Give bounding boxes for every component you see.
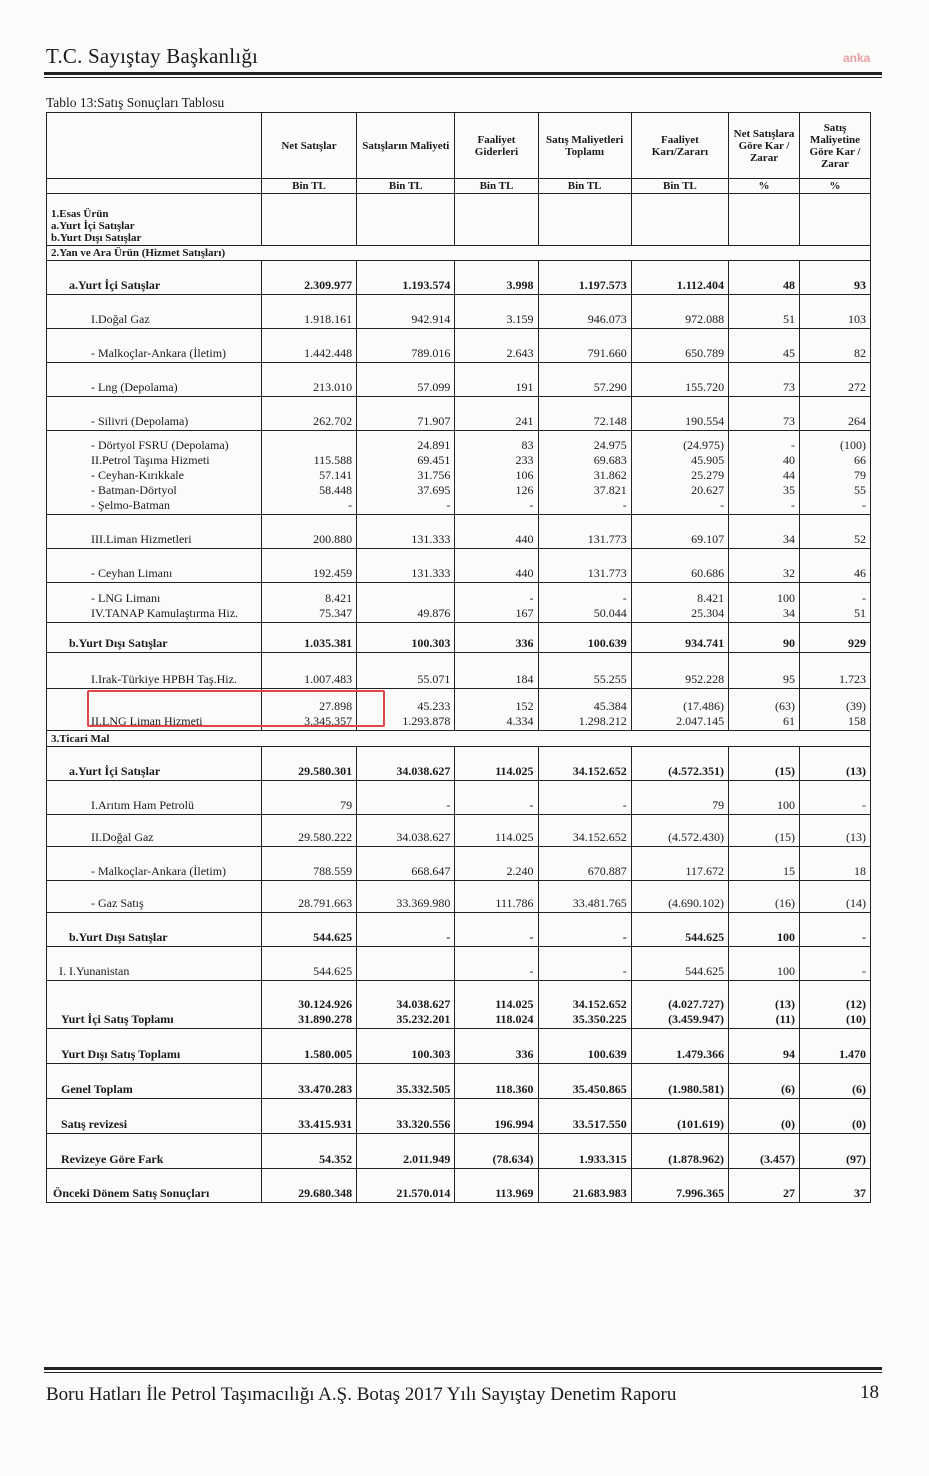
cell: 32 bbox=[729, 549, 800, 583]
cell: 35.450.865 bbox=[538, 1064, 631, 1099]
cell bbox=[261, 194, 356, 246]
row-label: 1.Esas Ürün a.Yurt İçi Satışlar b.Yurt Dışı Satışlar bbox=[47, 194, 262, 246]
unit-cell: Bin TL bbox=[538, 179, 631, 194]
cell: (4.690.102) bbox=[631, 881, 728, 913]
row-label: - Malkoçlar-Ankara (İletim) bbox=[47, 847, 262, 881]
unit-cell: Bin TL bbox=[455, 179, 538, 194]
cell: 103 bbox=[800, 295, 871, 329]
cell bbox=[631, 194, 728, 246]
row-label: I. I.Yunanistan bbox=[47, 947, 262, 981]
units-row bbox=[47, 179, 871, 194]
table-title: Tablo 13:Satış Sonuçları Tablosu bbox=[46, 95, 225, 110]
cell: 1.933.315 bbox=[538, 1134, 631, 1169]
table-row bbox=[47, 515, 871, 549]
cell: - 51 bbox=[800, 583, 871, 623]
table-row bbox=[47, 549, 871, 583]
page-header-title: T.C. Sayıştay Başkanlığı bbox=[46, 44, 259, 68]
cell: 51 bbox=[729, 295, 800, 329]
cell: 972.088 bbox=[631, 295, 728, 329]
cell: 18 bbox=[800, 847, 871, 881]
cell: - bbox=[538, 913, 631, 947]
cell: 1.479.366 bbox=[631, 1029, 728, 1064]
cell: 191 bbox=[455, 363, 538, 397]
cell: 200.880 bbox=[261, 515, 356, 549]
cell: 196.994 bbox=[455, 1099, 538, 1134]
section-label: 3.Ticari Mal bbox=[47, 731, 871, 747]
row-label: - Dörtyol FSRU (Depolama) II.Petrol Taşıma Hizmeti - Ceyhan-Kırıkkale - Batman-Dörtyol - Şelmo-Batman bbox=[47, 431, 262, 515]
footer-rule-thin bbox=[44, 1372, 882, 1373]
table-row bbox=[47, 1064, 871, 1099]
cell: 45 bbox=[729, 329, 800, 363]
cell: 73 bbox=[729, 363, 800, 397]
cell: 8.421 75.347 bbox=[261, 583, 356, 623]
table-row bbox=[47, 815, 871, 847]
cell: 131.773 bbox=[538, 549, 631, 583]
table-row bbox=[47, 913, 871, 947]
cell: (24.975) 45.905 25.279 20.627 - bbox=[631, 431, 728, 515]
cell: 1.007.483 bbox=[261, 653, 356, 689]
cell: 111.786 bbox=[455, 881, 538, 913]
cell: 28.791.663 bbox=[261, 881, 356, 913]
cell: 262.702 bbox=[261, 397, 356, 431]
table-row bbox=[47, 431, 871, 515]
row-label: b.Yurt Dışı Satışlar bbox=[47, 913, 262, 947]
cell: 3.998 bbox=[455, 261, 538, 295]
cell: 30.124.926 31.890.278 bbox=[261, 981, 356, 1029]
cell bbox=[357, 947, 455, 981]
cell: 1.197.573 bbox=[538, 261, 631, 295]
unit-cell: % bbox=[729, 179, 800, 194]
table-row bbox=[47, 363, 871, 397]
table-row bbox=[47, 1099, 871, 1134]
cell: 49.876 bbox=[357, 583, 455, 623]
cell: 54.352 bbox=[261, 1134, 356, 1169]
col-header-faaliyet-kari: Faaliyet Karı/Zararı bbox=[631, 113, 728, 179]
unit-cell: Bin TL bbox=[357, 179, 455, 194]
cell: (4.572.430) bbox=[631, 815, 728, 847]
row-label: Yurt Dışı Satış Toplamı bbox=[47, 1029, 262, 1064]
cell: 72.148 bbox=[538, 397, 631, 431]
cell: 48 bbox=[729, 261, 800, 295]
header-blank bbox=[47, 113, 262, 179]
cell: - 40 44 35 - bbox=[729, 431, 800, 515]
cell: 118.360 bbox=[455, 1064, 538, 1099]
cell: (4.572.351) bbox=[631, 747, 728, 781]
cell: 24.891 69.451 31.756 37.695 - bbox=[357, 431, 455, 515]
col-header-net-satislar: Net Satışlar bbox=[261, 113, 356, 179]
cell: 100 bbox=[729, 913, 800, 947]
cell: 100 bbox=[729, 781, 800, 815]
cell: 35.332.505 bbox=[357, 1064, 455, 1099]
cell: 82 bbox=[800, 329, 871, 363]
cell: 1.580.005 bbox=[261, 1029, 356, 1064]
table-row bbox=[47, 397, 871, 431]
unit-cell: Bin TL bbox=[261, 179, 356, 194]
cell: 34.152.652 bbox=[538, 747, 631, 781]
header-rule-thick bbox=[44, 72, 882, 75]
col-header-satis-maliyetine-gore: Satış Maliyetine Göre Kar / Zarar bbox=[800, 113, 871, 179]
cell: 37 bbox=[800, 1169, 871, 1203]
cell: - bbox=[455, 781, 538, 815]
cell: 33.415.931 bbox=[261, 1099, 356, 1134]
cell: 192.459 bbox=[261, 549, 356, 583]
cell: 73 bbox=[729, 397, 800, 431]
cell bbox=[455, 194, 538, 246]
cell: (12) (10) bbox=[800, 981, 871, 1029]
cell: 69.107 bbox=[631, 515, 728, 549]
cell: 668.647 bbox=[357, 847, 455, 881]
row-label: Önceki Dönem Satış Sonuçları bbox=[47, 1169, 262, 1203]
row-label: Revizeye Göre Fark bbox=[47, 1134, 262, 1169]
row-label: - Malkoçlar-Ankara (İletim) bbox=[47, 329, 262, 363]
cell: 21.570.014 bbox=[357, 1169, 455, 1203]
table-row bbox=[47, 781, 871, 815]
col-header-satislarin-maliyeti: Satışların Maliyeti bbox=[357, 113, 455, 179]
cell: (78.634) bbox=[455, 1134, 538, 1169]
row-label: - Lng (Depolama) bbox=[47, 363, 262, 397]
cell: 131.333 bbox=[357, 515, 455, 549]
cell: (6) bbox=[800, 1064, 871, 1099]
table-row bbox=[47, 1029, 871, 1064]
footer-rule-thick bbox=[44, 1367, 882, 1370]
cell: 33.369.980 bbox=[357, 881, 455, 913]
row-label: - Silivri (Depolama) bbox=[47, 397, 262, 431]
watermark-logo: anka bbox=[843, 51, 871, 65]
cell: 95 bbox=[729, 653, 800, 689]
cell: - bbox=[455, 913, 538, 947]
section-row bbox=[47, 246, 871, 261]
cell: (101.619) bbox=[631, 1099, 728, 1134]
row-label: III.Liman Hizmetleri bbox=[47, 515, 262, 549]
table-row bbox=[47, 689, 871, 731]
cell: 8.421 25.304 bbox=[631, 583, 728, 623]
cell: 440 bbox=[455, 515, 538, 549]
cell: 942.914 bbox=[357, 295, 455, 329]
cell: (4.027.727) (3.459.947) bbox=[631, 981, 728, 1029]
cell: 791.660 bbox=[538, 329, 631, 363]
cell: 115.588 57.141 58.448 - bbox=[261, 431, 356, 515]
row-label: - Gaz Satış bbox=[47, 881, 262, 913]
cell: 33.481.765 bbox=[538, 881, 631, 913]
header-rule-thin bbox=[44, 77, 882, 78]
cell: 79 bbox=[261, 781, 356, 815]
cell: 3.159 bbox=[455, 295, 538, 329]
cell: 131.773 bbox=[538, 515, 631, 549]
units-blank bbox=[47, 179, 262, 194]
cell: - bbox=[455, 947, 538, 981]
table-row bbox=[47, 623, 871, 653]
cell: 113.969 bbox=[455, 1169, 538, 1203]
cell: 114.025 bbox=[455, 815, 538, 847]
unit-cell: Bin TL bbox=[631, 179, 728, 194]
cell: (15) bbox=[729, 815, 800, 847]
table-row bbox=[47, 583, 871, 623]
cell: 15 bbox=[729, 847, 800, 881]
cell: 27 bbox=[729, 1169, 800, 1203]
cell: (13) (11) bbox=[729, 981, 800, 1029]
cell: 1.470 bbox=[800, 1029, 871, 1064]
table-row bbox=[47, 981, 871, 1029]
section-row bbox=[47, 731, 871, 747]
cell: (14) bbox=[800, 881, 871, 913]
cell: 79 bbox=[631, 781, 728, 815]
cell: 34.038.627 bbox=[357, 747, 455, 781]
cell: 45.384 1.298.212 bbox=[538, 689, 631, 731]
cell: - bbox=[357, 913, 455, 947]
cell: (0) bbox=[729, 1099, 800, 1134]
cell: (16) bbox=[729, 881, 800, 913]
cell: 155.720 bbox=[631, 363, 728, 397]
table-row bbox=[47, 194, 871, 246]
cell: 336 bbox=[455, 1029, 538, 1064]
table-row bbox=[47, 261, 871, 295]
row-label: I.Arıtım Ham Petrolü bbox=[47, 781, 262, 815]
cell: 34.038.627 bbox=[357, 815, 455, 847]
cell: 45.233 1.293.878 bbox=[357, 689, 455, 731]
cell: (1.980.581) bbox=[631, 1064, 728, 1099]
cell: 1.035.381 bbox=[261, 623, 356, 653]
row-label: I.Irak-Türkiye HPBH Taş.Hiz. bbox=[47, 653, 262, 689]
table-row bbox=[47, 847, 871, 881]
cell: 544.625 bbox=[261, 913, 356, 947]
cell: 336 bbox=[455, 623, 538, 653]
cell: 27.898 3.345.357 bbox=[261, 689, 356, 731]
cell: 34 bbox=[729, 515, 800, 549]
cell: 55.255 bbox=[538, 653, 631, 689]
cell: 2.643 bbox=[455, 329, 538, 363]
cell: (3.457) bbox=[729, 1134, 800, 1169]
cell: 24.975 69.683 31.862 37.821 - bbox=[538, 431, 631, 515]
table-row bbox=[47, 881, 871, 913]
cell: 94 bbox=[729, 1029, 800, 1064]
cell: 788.559 bbox=[261, 847, 356, 881]
cell: 21.683.983 bbox=[538, 1169, 631, 1203]
cell: 213.010 bbox=[261, 363, 356, 397]
row-label: Satış revizesi bbox=[47, 1099, 262, 1134]
cell: (13) bbox=[800, 747, 871, 781]
cell: 2.309.977 bbox=[261, 261, 356, 295]
cell: 934.741 bbox=[631, 623, 728, 653]
cell: 33.470.283 bbox=[261, 1064, 356, 1099]
row-label: a.Yurt İçi Satışlar bbox=[47, 747, 262, 781]
cell: 1.918.161 bbox=[261, 295, 356, 329]
footer-text: Boru Hatları İle Petrol Taşımacılığı A.Ş. Botaş 2017 Yılı Sayıştay Denetim Raporu bbox=[46, 1384, 677, 1405]
cell: - bbox=[357, 781, 455, 815]
cell: 241 bbox=[455, 397, 538, 431]
cell: 440 bbox=[455, 549, 538, 583]
cell: 100.303 bbox=[357, 623, 455, 653]
cell: 100.303 bbox=[357, 1029, 455, 1064]
cell: 90 bbox=[729, 623, 800, 653]
cell: 100 34 bbox=[729, 583, 800, 623]
table-row bbox=[47, 947, 871, 981]
cell: 2.240 bbox=[455, 847, 538, 881]
cell: 29.680.348 bbox=[261, 1169, 356, 1203]
cell: 650.789 bbox=[631, 329, 728, 363]
cell: 1.723 bbox=[800, 653, 871, 689]
cell: 100 bbox=[729, 947, 800, 981]
cell: 946.073 bbox=[538, 295, 631, 329]
row-label: a.Yurt İçi Satışlar bbox=[47, 261, 262, 295]
row-label: Genel Toplam bbox=[47, 1064, 262, 1099]
cell: 57.099 bbox=[357, 363, 455, 397]
table-row bbox=[47, 1169, 871, 1203]
col-header-faaliyet-giderleri: Faaliyet Giderleri bbox=[455, 113, 538, 179]
cell: 272 bbox=[800, 363, 871, 397]
cell: (100) 66 79 55 - bbox=[800, 431, 871, 515]
row-label: II.Doğal Gaz bbox=[47, 815, 262, 847]
cell: 29.580.222 bbox=[261, 815, 356, 847]
table-row bbox=[47, 747, 871, 781]
cell: - bbox=[800, 781, 871, 815]
cell: - 50.044 bbox=[538, 583, 631, 623]
cell: 131.333 bbox=[357, 549, 455, 583]
cell: (97) bbox=[800, 1134, 871, 1169]
cell: 114.025 118.024 bbox=[455, 981, 538, 1029]
cell: 46 bbox=[800, 549, 871, 583]
cell: 952.228 bbox=[631, 653, 728, 689]
cell: 34.038.627 35.232.201 bbox=[357, 981, 455, 1029]
cell: 33.320.556 bbox=[357, 1099, 455, 1134]
header-row bbox=[47, 113, 871, 179]
cell: (17.486) 2.047.145 bbox=[631, 689, 728, 731]
cell: 152 4.334 bbox=[455, 689, 538, 731]
cell: 670.887 bbox=[538, 847, 631, 881]
cell: (1.878.962) bbox=[631, 1134, 728, 1169]
cell: 264 bbox=[800, 397, 871, 431]
cell: 34.152.652 bbox=[538, 815, 631, 847]
row-label: Yurt İçi Satış Toplamı bbox=[47, 981, 262, 1029]
sales-results-table bbox=[46, 112, 871, 1203]
table-row bbox=[47, 1134, 871, 1169]
cell: (6) bbox=[729, 1064, 800, 1099]
table-row bbox=[47, 329, 871, 363]
row-label: II.LNG Liman Hizmeti bbox=[47, 689, 262, 731]
cell: 33.517.550 bbox=[538, 1099, 631, 1134]
cell: 71.907 bbox=[357, 397, 455, 431]
cell: - bbox=[800, 947, 871, 981]
cell: 1.442.448 bbox=[261, 329, 356, 363]
cell bbox=[729, 194, 800, 246]
page-number: 18 bbox=[860, 1382, 879, 1403]
cell bbox=[357, 194, 455, 246]
cell: 100.639 bbox=[538, 1029, 631, 1064]
cell: 52 bbox=[800, 515, 871, 549]
table-row bbox=[47, 295, 871, 329]
cell: 544.625 bbox=[261, 947, 356, 981]
cell bbox=[800, 194, 871, 246]
cell: 117.672 bbox=[631, 847, 728, 881]
cell: - bbox=[800, 913, 871, 947]
table-row-highlighted bbox=[47, 653, 871, 689]
cell: 100.639 bbox=[538, 623, 631, 653]
cell: 789.016 bbox=[357, 329, 455, 363]
cell bbox=[538, 194, 631, 246]
cell: 184 bbox=[455, 653, 538, 689]
cell: 34.152.652 35.350.225 bbox=[538, 981, 631, 1029]
cell: (13) bbox=[800, 815, 871, 847]
col-header-satis-maliyetleri-toplami: Satış Maliyetleri Toplamı bbox=[538, 113, 631, 179]
cell: 55.071 bbox=[357, 653, 455, 689]
cell: - 167 bbox=[455, 583, 538, 623]
cell: 190.554 bbox=[631, 397, 728, 431]
unit-cell: % bbox=[800, 179, 871, 194]
row-label: I.Doğal Gaz bbox=[47, 295, 262, 329]
cell: 83 233 106 126 - bbox=[455, 431, 538, 515]
cell: (63) 61 bbox=[729, 689, 800, 731]
row-label: - LNG Limanı IV.TANAP Kamulaştırma Hiz. bbox=[47, 583, 262, 623]
cell: (39) 158 bbox=[800, 689, 871, 731]
cell: 29.580.301 bbox=[261, 747, 356, 781]
cell: 1.112.404 bbox=[631, 261, 728, 295]
cell: 60.686 bbox=[631, 549, 728, 583]
section-label: 2.Yan ve Ara Ürün (Hizmet Satışları) bbox=[47, 246, 871, 261]
cell: 57.290 bbox=[538, 363, 631, 397]
cell: 93 bbox=[800, 261, 871, 295]
cell: 929 bbox=[800, 623, 871, 653]
col-header-net-satislara-gore: Net Satışlara Göre Kar / Zarar bbox=[729, 113, 800, 179]
cell: 1.193.574 bbox=[357, 261, 455, 295]
cell: (0) bbox=[800, 1099, 871, 1134]
cell: 544.625 bbox=[631, 947, 728, 981]
row-label: b.Yurt Dışı Satışlar bbox=[47, 623, 262, 653]
cell: - bbox=[538, 947, 631, 981]
cell: 114.025 bbox=[455, 747, 538, 781]
row-label: - Ceyhan Limanı bbox=[47, 549, 262, 583]
cell: (15) bbox=[729, 747, 800, 781]
cell: 2.011.949 bbox=[357, 1134, 455, 1169]
cell: - bbox=[538, 781, 631, 815]
cell: 7.996.365 bbox=[631, 1169, 728, 1203]
cell: 544.625 bbox=[631, 913, 728, 947]
